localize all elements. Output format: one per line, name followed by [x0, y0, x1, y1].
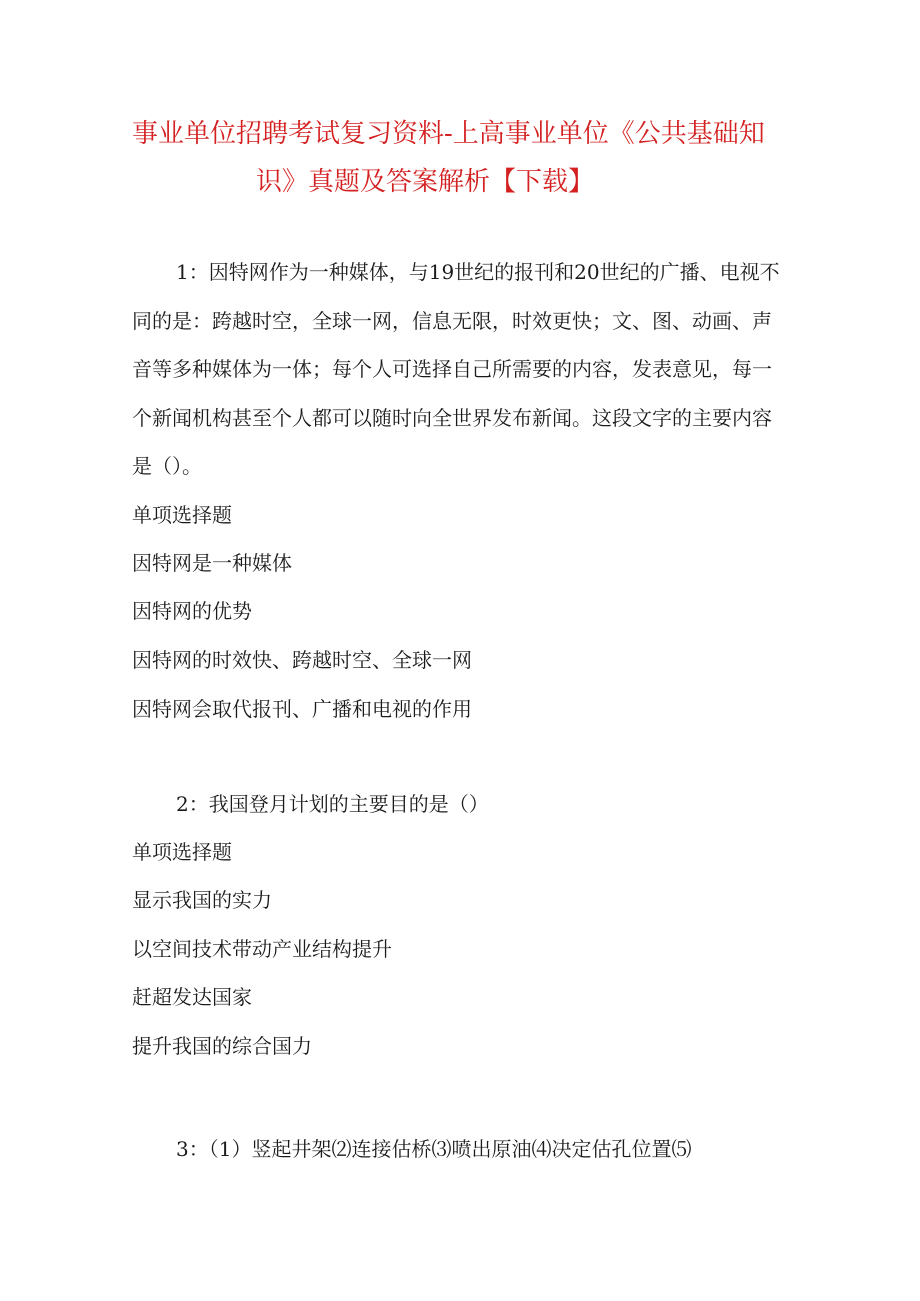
question-2-option-a: 显示我国的实力 [132, 888, 272, 912]
question-3-text: 3：（1）竖起井架⑵连接估桥⑶喷出原油⑷决定估孔位置⑸ [176, 1137, 692, 1161]
question-1-text: 1：因特网作为一种媒体，与19世纪的报刊和20世纪的广播、电视不同的是：跨越时空，全球一网，信息无限，时效更快；文、图、动画、声音等多种媒体为一体；每个人可选择自己所需要的内容，发表意见，每一个新闻机构甚至个人都可以随时向全世界发布新闻。这段文字的主要内容是（）。 [132, 260, 780, 479]
document-title [132, 110, 792, 206]
question-1-option-d: 因特网会取代报刊、广播和电视的作用 [132, 697, 472, 721]
title-line-1: 事业单位招聘考试复习资料-上高事业单位《公共基础知 [132, 119, 765, 149]
question-1-option-b: 因特网的优势 [132, 599, 252, 623]
question-2-option-b: 以空间技术带动产业结构提升 [132, 937, 392, 961]
title-line-2: 识》真题及答案解析【下载】 [256, 167, 595, 197]
question-1-option-a: 因特网是一种媒体 [132, 551, 292, 575]
question-2-text: 2：我国登月计划的主要目的是（） [176, 792, 489, 816]
question-2-option-c: 赶超发达国家 [132, 985, 252, 1009]
question-1-option-c: 因特网的时效快、跨越时空、全球一网 [132, 648, 472, 672]
question-1-type: 单项选择题 [132, 503, 232, 527]
question-2-option-d: 提升我国的综合国力 [132, 1034, 312, 1058]
question-2-type: 单项选择题 [132, 840, 232, 864]
